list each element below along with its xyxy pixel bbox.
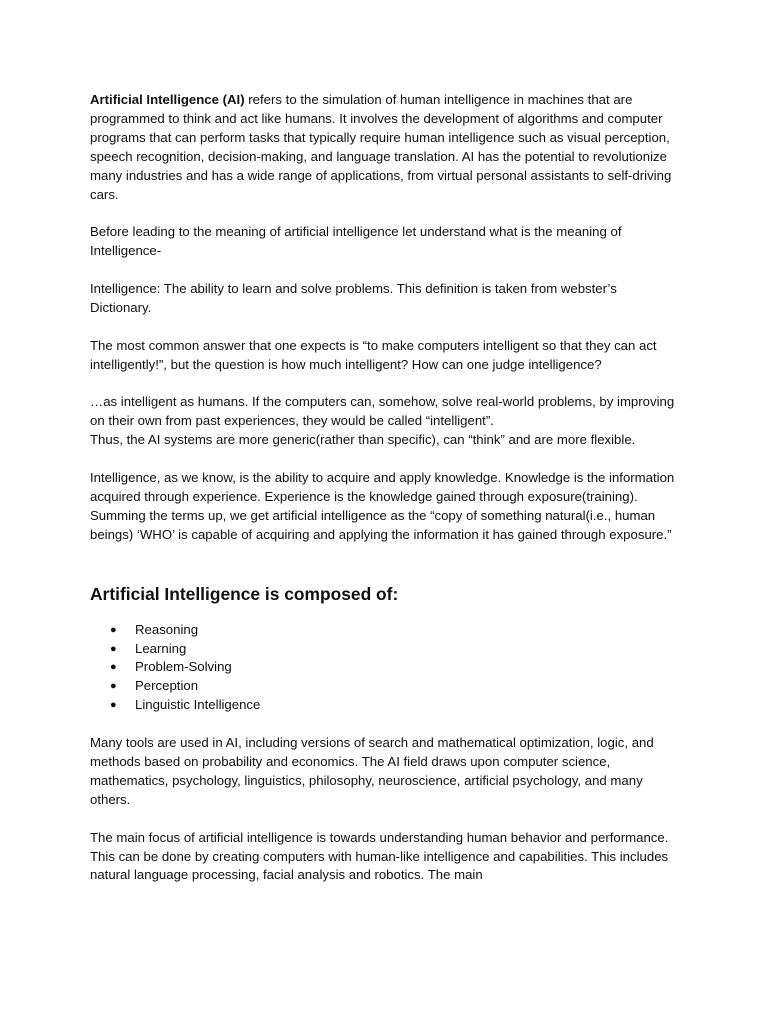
paragraph-common-answer: The most common answer that one expects is “to make computers intelligent so that they can act intelligently!”, but the question is how much intelligent? How can one judge intelligence? (90, 337, 657, 372)
bullet-icon: ● (110, 661, 117, 674)
intro-term: Artificial Intelligence (AI) (90, 92, 245, 107)
bullet-icon: ● (110, 680, 117, 693)
intro-text: refers to the simulation of human intelligence in machines that are programmed to think and act like humans. It involves the development of algorithms and computer programs that can perform tasks that typically require human intelligence such as visual perception, speech recognition, decision-making, and language translation. AI has the potential to revolutionize many industries and has a wide range of applications, from virtual personal assistants to self-driving cars. (90, 92, 672, 202)
list-item-label: Reasoning (135, 621, 199, 637)
list-item (90, 621, 680, 640)
document-page (90, 91, 680, 904)
list-item-label: Linguistic Intelligence (135, 697, 261, 713)
intro-paragraph (90, 91, 680, 204)
paragraph-as-intelligent: …as intelligent as humans. If the computers can, somehow, solve real-world problems, by improving on their own from past experiences, they would be called “intelligent”. (90, 394, 675, 429)
list-item (90, 640, 680, 659)
list-item (90, 696, 680, 715)
paragraph-knowledge: Intelligence, as we know, is the ability to acquire and apply knowledge. Knowledge is the information acquired through experience. Experience is the knowledge gained through exposure(training). Summing the terms up, we get artificial intelligence as the “copy of something natural(i.e., human beings) ‘WHO’ is capable of acquiring and applying the information it has gained through exposure.” (90, 470, 675, 542)
list-item (90, 677, 680, 696)
bullet-icon: ● (110, 623, 117, 636)
list-item-label: Problem-Solving (135, 659, 232, 675)
bullet-icon: ● (110, 699, 117, 712)
list-item (90, 658, 680, 677)
composition-list (90, 621, 680, 716)
bullet-icon: ● (110, 642, 117, 655)
paragraph-ai-tools: Many tools are used in AI, including versions of search and mathematical optimization, logic, and methods based on probability and economics. The AI field draws upon computer science, mathematics, psychology, linguistics, philosophy, neuroscience, artificial psychology, and many others. (90, 735, 654, 807)
list-item-label: Learning (135, 640, 187, 656)
paragraph-intelligence-lead: Before leading to the meaning of artificial intelligence let understand what is the meaning of Intelligence- (90, 224, 622, 259)
section-heading: Artificial Intelligence is composed of: (90, 583, 399, 604)
list-item-label: Perception (135, 678, 199, 694)
paragraph-main-focus: The main focus of artificial intelligence is towards understanding human behavior and performance. This can be done by creating computers with human-like intelligence and capabilities. This includes natural language processing, facial analysis and robotics. The main (90, 829, 669, 883)
paragraph-ai-systems: Thus, the AI systems are more generic(rather than specific), can “think” and are more flexible. (90, 432, 636, 448)
paragraph-intelligence-definition: Intelligence: The ability to learn and solve problems. This definition is taken from webster’s Dictionary. (90, 281, 617, 315)
